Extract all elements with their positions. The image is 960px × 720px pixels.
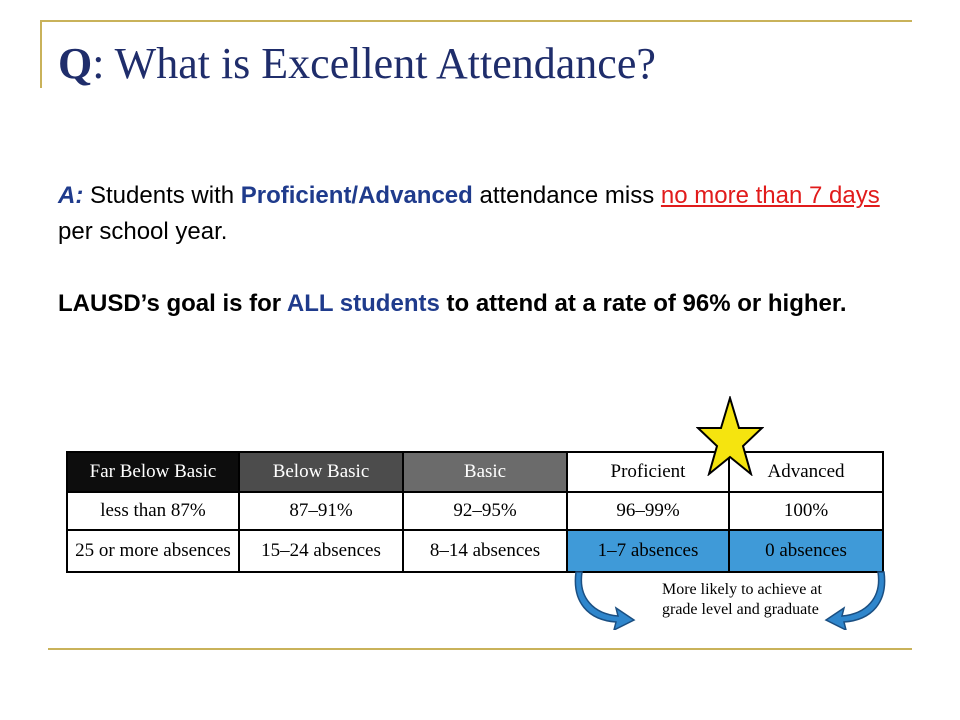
slide-title	[58, 38, 656, 89]
rate-cell: less than 87%	[68, 493, 240, 531]
frame-bottom-line	[48, 648, 912, 650]
title-prefix: Q	[58, 39, 93, 88]
answer-highlight: no more than 7 days	[660, 182, 880, 209]
absences-cell: 15–24 absences	[240, 531, 404, 571]
rate-cell: 92–95%	[404, 493, 568, 531]
absences-cell-highlighted: 0 absences	[730, 531, 882, 571]
rate-cell: 100%	[730, 493, 882, 531]
answer-text-2: attendance miss	[472, 182, 661, 209]
absences-cell: 25 or more absences	[68, 531, 240, 571]
title-text: : What is Excellent Attendance?	[92, 39, 656, 88]
header-below-basic: Below Basic	[240, 453, 404, 493]
goal-highlight: ALL students	[286, 290, 440, 317]
header-basic: Basic	[404, 453, 568, 493]
frame-left-line	[40, 20, 42, 88]
answer-bold: Proficient/Advanced	[240, 182, 473, 209]
rate-cell: 96–99%	[568, 493, 730, 531]
answer-paragraph	[58, 178, 908, 250]
header-far-below-basic: Far Below Basic	[68, 453, 240, 493]
outcome-note: More likely to achieve at grade level and graduate	[662, 581, 822, 618]
header-proficient: Proficient	[568, 453, 730, 493]
goal-paragraph	[58, 286, 908, 322]
curved-arrow-left-icon	[572, 570, 642, 630]
answer-text-3: per school year.	[58, 218, 228, 245]
answer-text-1: Students with	[83, 182, 241, 209]
absences-cell: 8–14 absences	[404, 531, 568, 571]
rate-cell: 87–91%	[240, 493, 404, 531]
star-icon	[696, 396, 764, 476]
goal-text-1: LAUSD’s goal is for	[58, 290, 287, 317]
header-advanced: Advanced	[730, 453, 882, 493]
answer-label: A:	[58, 182, 84, 209]
goal-text-2: to attend at a rate of 96% or higher.	[439, 290, 847, 317]
absences-cell-highlighted: 1–7 absences	[568, 531, 730, 571]
frame-top-line	[40, 20, 912, 22]
